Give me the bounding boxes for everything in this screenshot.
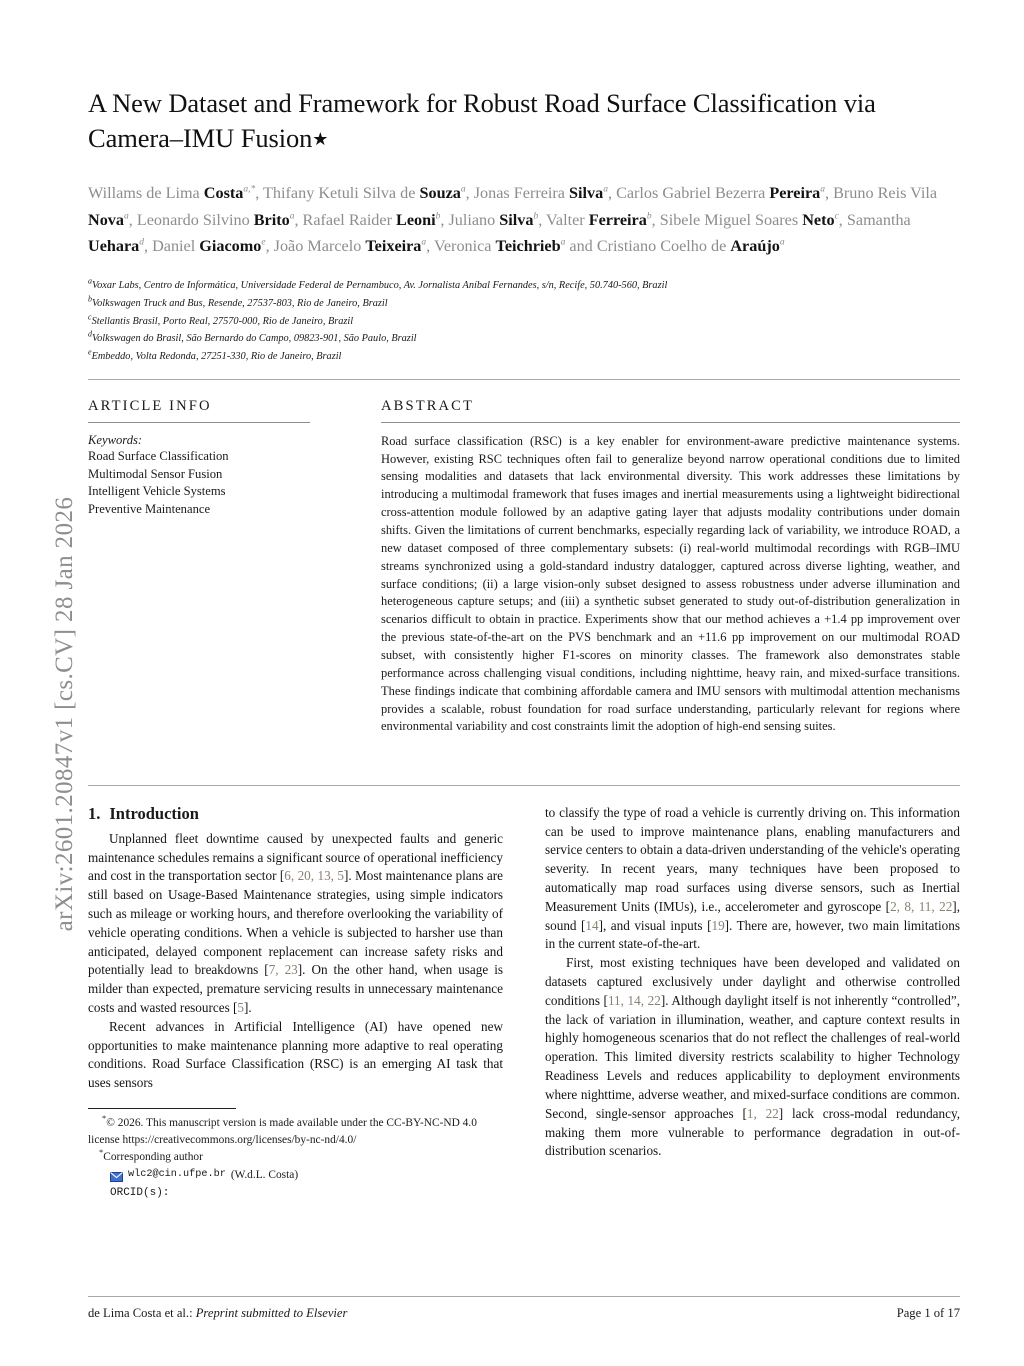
affiliation-mark: b — [88, 294, 92, 304]
p1-seg-b: ]. Most maintenance plans are still based on Usage-Based Maintenance strategies, using simple indicators such as mileage or working hours, and therefore overlooking the variability of vehicle operating conditions. When a vehicle is subjected to harsher use than anticipated, delayed component replacement can increase safety risks and potentially lead to breakdowns [ — [88, 868, 503, 978]
p2-seg-c: ], and visual inputs [ — [598, 917, 712, 933]
author-surname: Uehara — [88, 236, 140, 255]
author-separator: , — [265, 236, 274, 255]
author-surname: Teixeira — [365, 236, 422, 255]
author-entry — [474, 184, 616, 202]
citation-ref[interactable]: 1, 22 — [746, 1105, 779, 1121]
author-entry — [616, 184, 833, 202]
p1-seg-c: ]. On the other hand, when usage is milder than expected, premature servicing results in unnecessary maintenance costs and wasted resources [ — [88, 962, 503, 1016]
article-info-divider — [88, 422, 310, 423]
author-surname: Pereira — [769, 184, 821, 203]
author-surname: Silva — [569, 184, 604, 203]
author-separator: , — [294, 210, 303, 229]
author-given-name: Veronica — [433, 236, 496, 255]
footnote-email-line — [88, 1167, 503, 1183]
footer-journal: Preprint submitted to Elsevier — [195, 1306, 348, 1320]
author-affiliation-mark: a — [460, 185, 466, 196]
citation-ref[interactable]: 7, 23 — [268, 962, 298, 978]
p2-seg-b: ], sound [ — [545, 898, 960, 933]
author-separator: , — [426, 236, 434, 255]
footer-left — [88, 1306, 347, 1321]
author-separator: , — [255, 184, 264, 203]
section-number: 1. — [88, 803, 101, 823]
affiliation-text: Embeddo, Volta Redonda, 27251-330, Rio de Janeiro, Brazil — [91, 350, 342, 362]
author-affiliation-mark: a — [560, 237, 566, 248]
author-separator: , — [128, 210, 137, 229]
affiliation-mark: a — [88, 276, 92, 286]
page-title — [88, 86, 960, 156]
footnote-block — [88, 1108, 503, 1202]
author-given-name: Willams de Lima — [88, 184, 204, 203]
keywords-list — [88, 448, 310, 520]
footnote-divider — [88, 1108, 236, 1109]
affiliation-text: Stellantis Brasil, Porto Real, 27570-000, Rio de Janeiro, Brazil — [91, 315, 354, 327]
author-entry — [137, 211, 303, 229]
footer-row — [88, 1306, 960, 1321]
author-entry — [88, 184, 263, 202]
affiliation-text: Volkswagen do Brasil, São Bernardo do Campo, 09823-901, São Paulo, Brazil — [92, 333, 417, 345]
author-affiliation-mark: a — [820, 185, 826, 196]
section-title: Introduction — [109, 803, 199, 823]
footnote-email-owner: (W.d.L. Costa) — [230, 1169, 299, 1182]
keyword-item: Multimodal Sensor Fusion — [88, 466, 223, 481]
p1-seg-a: Unplanned fleet downtime caused by unexpected faults and generic maintenance schedules remains a significant source of operational inefficiency and cost in the transportation sector [ — [88, 830, 503, 884]
author-surname: Araújo — [730, 236, 780, 255]
affiliation-mark: e — [88, 347, 92, 357]
author-affiliation-mark: a — [123, 211, 129, 222]
author-given-name: Valter — [546, 210, 589, 229]
affiliation-mark: d — [88, 329, 92, 339]
abstract-heading: ABSTRACT — [381, 397, 475, 414]
affiliation-row — [88, 277, 960, 295]
citation-ref[interactable]: 19 — [711, 917, 725, 933]
footnote-license-line — [88, 1115, 503, 1148]
section-heading-introduction — [88, 804, 503, 824]
author-affiliation-mark: a — [603, 185, 608, 196]
author-list — [88, 180, 960, 259]
author-separator: , — [465, 184, 474, 203]
header-divider — [88, 379, 960, 380]
abstract-column — [381, 398, 960, 749]
author-separator: , — [651, 210, 660, 229]
affiliation-mark: c — [88, 312, 92, 322]
affiliation-row — [88, 295, 960, 313]
author-separator: and — [565, 236, 597, 255]
footer-authors: de Lima Costa et al.: — [88, 1306, 193, 1320]
author-affiliation-mark: b — [435, 211, 441, 222]
footnote-star-2: * — [99, 1147, 104, 1158]
author-separator: , — [538, 210, 547, 229]
author-separator: , — [144, 236, 153, 255]
affiliation-row — [88, 313, 960, 331]
author-affiliation-mark: a — [779, 237, 785, 248]
author-affiliation-mark: e — [261, 237, 266, 248]
footnote-text — [88, 1115, 503, 1202]
author-given-name: Samantha — [846, 210, 911, 229]
footnote-email[interactable]: wlc2@cin.ufpe.br — [128, 1169, 226, 1181]
footnote-corresponding: Corresponding author — [103, 1150, 203, 1163]
citation-ref[interactable]: 6, 20, 13, 5 — [284, 868, 344, 884]
author-separator: , — [825, 184, 834, 203]
paper-content — [88, 0, 960, 1366]
abstract-divider — [381, 422, 960, 423]
author-surname: Leoni — [396, 210, 436, 229]
title-marker: ★ — [312, 129, 329, 150]
affiliation-list — [88, 277, 960, 366]
page-footer — [88, 1296, 960, 1321]
title-text: A New Dataset and Framework for Robust Road Surface Classification via Camera–IMU Fusion — [88, 88, 876, 154]
author-entry — [597, 237, 785, 255]
author-affiliation-mark: b — [646, 211, 652, 222]
author-entry — [263, 184, 474, 202]
author-surname: Giacomo — [199, 236, 262, 255]
p3-seg-c: ] lack cross-modal redundancy, making them more vulnerable to performance degradation in out-of-distribution scenarios. — [545, 1105, 961, 1159]
body-columns — [88, 804, 960, 1202]
citation-ref[interactable]: 5 — [237, 1000, 245, 1016]
author-entry — [434, 237, 597, 255]
footer-page-number: Page 1 of 17 — [896, 1306, 960, 1320]
citation-ref[interactable]: 11, 14, 22 — [607, 992, 661, 1008]
author-given-name: Sibele Miguel Soares — [659, 210, 803, 229]
intro-paragraph-1 — [88, 830, 503, 1018]
author-given-name: Bruno Reis Vila — [833, 184, 938, 203]
author-given-name: Carlos Gabriel Bezerra — [616, 184, 770, 203]
intro-paragraph-3 — [545, 954, 960, 1161]
author-entry — [660, 211, 847, 229]
author-affiliation-mark: c — [834, 211, 839, 222]
keyword-item: Intelligent Vehicle Systems — [88, 484, 226, 499]
article-info-column — [88, 398, 310, 749]
info-abstract-block — [88, 398, 960, 749]
author-surname: Ferreira — [588, 210, 647, 229]
arxiv-stamp: arXiv:2601.20847v1 [cs.CV] 28 Jan 2026 — [51, 496, 78, 932]
p3-seg-b: ]. Although daylight itself is not inherently “controlled”, the lack of variation in illumination, weather, and capture context results in highly homogeneous scenarios that do not reflect the challenges of real-world operation. This limited diversity restricts scalability to higher Technology Readiness Levels and reduces applicability to deployment environments where nighttime, adverse weather, and mixed-surface conditions are common. Second, single-sensor approaches [ — [545, 992, 960, 1121]
abstract-text: Road surface classification (RSC) is a key enabler for environment-aware predictive maintenance systems. However, existing RSC techniques often fail to generalize beyond narrow operational conditions due to limited sensing modalities and datasets that lack environmental diversity. This work addresses these limitations by introducing a multimodal framework that fuses images and inertial measurements using a lightweight bidirectional cross-attention module followed by an adaptive gating layer that adjusts modality contributions under domain shifts. Given the limitations of current benchmarks, especially regarding lack of variability, we introduce ROAD, a new dataset composed of three complementary subsets: (i) real-world multimodal recordings with RGB–IMU streams synchronized using a gold-standard industry datalogger, captured across diverse lighting, weather, and surface conditions; (ii) a large vision-only subset designed to assess robustness under adverse illumination and heterogeneous capture setups; and (iii) a synthetic subset generated to study out-of-distribution generalization in scenarios difficult to obtain in practice. Experiments show that our method achieves a +1.4 pp improvement over the previous state-of-the-art on the PVS benchmark and an +11.6 pp improvement on our multimodal ROAD subset, with consistently higher F1-scores on minority classes. The framework also demonstrates stable performance across challenging visual conditions, including nighttime, heavy rain, and mixed-surface transitions. These findings indicate that combining affordable camera and IMU sensors with multimodal attention mechanisms provides a scalable, robust foundation for road surface understanding, particularly relevant for regions where environmental variability and cost constraints limit the adoption of high-end sensing suites. — [381, 433, 960, 734]
author-given-name: Cristiano Coelho de — [596, 236, 731, 255]
author-entry — [546, 211, 660, 229]
author-entry — [274, 237, 434, 255]
author-surname: Neto — [802, 210, 835, 229]
author-surname: Silva — [499, 210, 534, 229]
author-surname: Teichrieb — [495, 236, 561, 255]
author-given-name: Daniel — [152, 236, 200, 255]
envelope-icon — [110, 1171, 123, 1181]
author-affiliation-mark: a — [289, 211, 295, 222]
footnote-star: * — [102, 1113, 107, 1124]
author-affiliation-mark: b — [533, 211, 539, 222]
article-info-heading: ARTICLE INFO — [88, 397, 212, 414]
author-given-name: Juliano — [448, 210, 500, 229]
affiliation-row — [88, 348, 960, 366]
citation-ref[interactable]: 2, 8, 11, 22 — [890, 898, 953, 914]
author-separator: , — [607, 184, 617, 203]
author-surname: Costa — [203, 184, 244, 203]
author-given-name: Leonardo Silvino — [136, 210, 254, 229]
author-separator: , — [838, 210, 847, 229]
footnote-orcid: ORCID(s): — [110, 1186, 170, 1199]
intro-paragraph-2: Recent advances in Artificial Intelligence (AI) have opened new opportunities to make maintenance planning more adaptive to real operating conditions. Road Surface Classification (RSC) is an emerging AI task that uses sensors — [88, 1018, 503, 1091]
p2-seg-d: ]. There are, however, two main limitations in the current state-of-the-art. — [545, 917, 960, 952]
right-column — [545, 804, 960, 1202]
p2-seg-a: to classify the type of road a vehicle is currently driving on. This information can be used to improve maintenance plans, enabling manufacturers and service centers to obtain a data-driven understanding of the vehicle's operating severity. In recent years, many techniques have been proposed to automatically map road surfaces using diverse sensors, such as Inertial Measurement Units (IMUs), i.e., accelerometer and gyroscope [ — [545, 804, 960, 914]
author-separator: , — [440, 210, 449, 229]
footer-divider — [88, 1296, 960, 1297]
author-given-name: Jonas Ferreira — [473, 184, 570, 203]
affiliation-text: Volkswagen Truck and Bus, Resende, 27537-803, Rio de Janeiro, Brazil — [92, 297, 388, 309]
author-given-name: Thifany Ketuli Silva de — [263, 184, 420, 203]
author-affiliation-mark: a — [421, 237, 427, 248]
author-entry — [152, 237, 274, 255]
affiliation-row — [88, 330, 960, 348]
author-given-name: Rafael Raider — [302, 210, 397, 229]
footnote-corresponding-line — [88, 1149, 503, 1165]
keywords-label: Keywords: — [88, 432, 143, 447]
abstract-bottom-divider — [88, 785, 960, 786]
author-surname: Souza — [419, 184, 461, 203]
author-given-name: João Marcelo — [273, 236, 366, 255]
author-surname: Nova — [88, 210, 124, 229]
keyword-item: Road Surface Classification — [88, 448, 229, 463]
abstract-spacer — [88, 749, 960, 785]
keyword-item: Preventive Maintenance — [88, 502, 211, 517]
intro-paragraph-2-cont — [545, 804, 960, 955]
affiliation-text: Voxar Labs, Centro de Informática, Universidade Federal de Pernambuco, Av. Jornalista Aníbal Fernandes, s/n, Recife, 50.740-560, Brazil — [92, 280, 668, 292]
author-entry — [303, 211, 449, 229]
footnote-license: © 2026. This manuscript version is made available under the CC-BY-NC-ND 4.0 license https://creativecommons.org/licenses/by-nc-nd/4.0/ — [88, 1117, 477, 1146]
author-affiliation-mark: a,* — [243, 185, 256, 196]
author-surname: Brito — [253, 210, 290, 229]
left-column — [88, 804, 503, 1202]
p1-seg-d: ]. — [244, 1000, 252, 1016]
p3-seg-a: First, most existing techniques have been developed and validated on datasets captured exclusively under daylight and otherwise controlled conditions [ — [545, 955, 960, 1008]
author-entry — [448, 211, 546, 229]
author-affiliation-mark: d — [139, 237, 144, 248]
citation-ref[interactable]: 14 — [585, 917, 599, 933]
